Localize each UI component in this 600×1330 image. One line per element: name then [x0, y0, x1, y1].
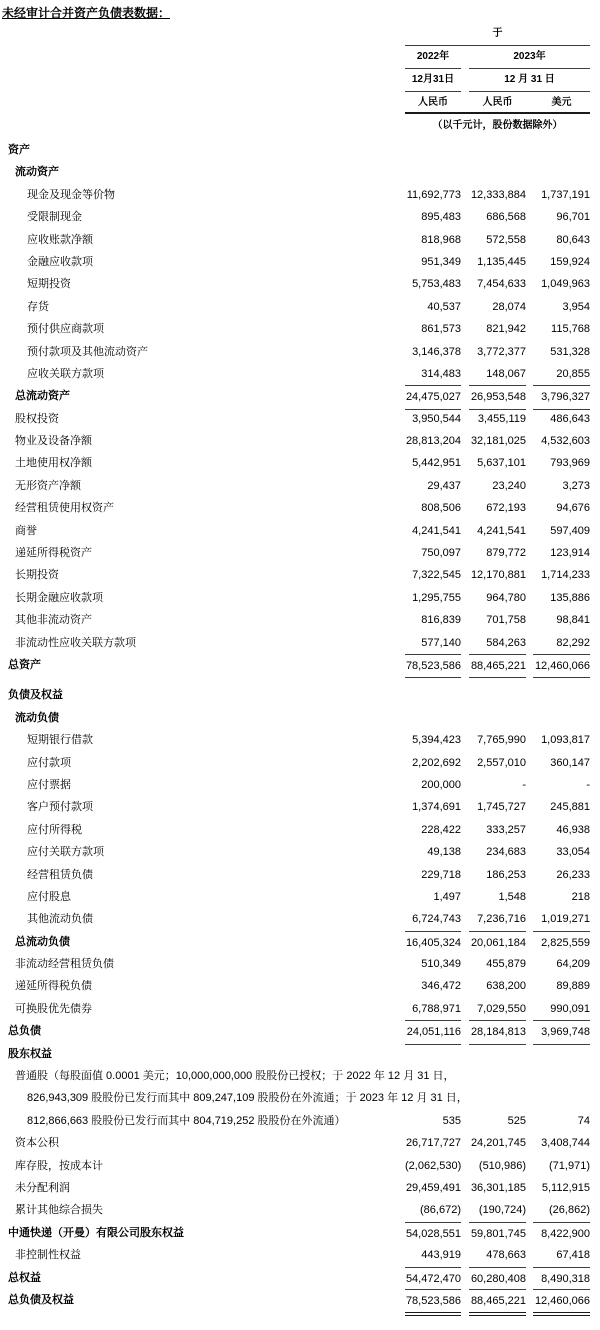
value-2023-rmb: 7,236,716 [477, 913, 526, 926]
row-label: 应付款项 [27, 756, 71, 769]
row-label: 总负债及权益 [8, 1293, 74, 1306]
value-2023-rmb: 2,557,010 [477, 756, 526, 769]
row-label: 应付股息 [27, 890, 71, 903]
value-2022-rmb: 24,051,116 [405, 1020, 461, 1044]
row-label: 总资产 [8, 658, 41, 671]
table-row [0, 184, 600, 206]
table-row [0, 273, 600, 295]
table-row [0, 609, 600, 631]
table-row [0, 161, 600, 183]
units-note: （以千元计，股份数据除外） [432, 120, 563, 131]
header-row-asof [0, 22, 600, 45]
value-2022-rmb: 24,475,027 [405, 385, 461, 409]
table-row [0, 1132, 600, 1154]
value-2023-usd [533, 139, 590, 161]
value-2023-usd: 8,422,900 [533, 1222, 590, 1245]
value-2023-rmb: 7,029,550 [477, 1002, 526, 1015]
value-2022-rmb: 535 [442, 1114, 461, 1127]
header-year-2022: 2022年 [405, 45, 461, 69]
row-label: 可换股优先债券 [15, 1002, 92, 1015]
table-row [0, 430, 600, 452]
value-2023-rmb: 1,548 [498, 890, 526, 903]
row-label: 累计其他综合损失 [15, 1204, 103, 1217]
table-row [0, 341, 600, 363]
value-2022-rmb: 49,138 [427, 846, 461, 859]
value-2023-usd: 3,796,327 [533, 385, 590, 409]
value-2023-usd: 123,914 [550, 547, 590, 560]
value-2023-usd: 3,408,744 [541, 1137, 590, 1150]
value-2022-rmb: 29,459,491 [405, 1181, 461, 1194]
value-2022-rmb: 6,788,971 [412, 1002, 461, 1015]
value-2023-rmb [469, 707, 526, 729]
value-2023-usd: 360,147 [550, 756, 590, 769]
table-row [0, 841, 600, 863]
value-2023-rmb: 821,942 [486, 323, 526, 336]
header-currency-rmb-2023: 人民币 [482, 97, 513, 108]
header-asof: 于 [405, 22, 590, 46]
row-label: 应收关联方款项 [27, 367, 104, 380]
table-row [0, 1087, 600, 1109]
value-2023-rmb: 59,801,745 [469, 1222, 526, 1245]
table-row [0, 1222, 600, 1244]
row-label: 经营租赁使用权资产 [15, 502, 114, 515]
table-row [0, 998, 600, 1020]
table-row [0, 931, 600, 953]
value-2023-rmb: 12,333,884 [470, 188, 526, 201]
header-year-2023: 2023年 [469, 45, 590, 69]
value-2022-rmb [405, 684, 461, 706]
value-2023-rmb: 455,879 [486, 958, 526, 971]
value-2023-usd: 135,886 [550, 591, 590, 604]
value-2023-rmb: 88,465,221 [469, 1289, 526, 1316]
value-2023-usd: (71,971) [549, 1159, 590, 1172]
table-row [0, 408, 600, 430]
value-2022-rmb: 28,813,204 [405, 435, 461, 448]
row-label: 资本公积 [15, 1137, 59, 1150]
row-label: 递延所得税负债 [15, 980, 92, 993]
table-row [0, 654, 600, 676]
row-label: 客户预付款项 [27, 801, 93, 814]
value-2022-rmb: 228,422 [421, 823, 461, 836]
value-2023-usd: 3,954 [562, 300, 590, 313]
value-2023-usd: 597,409 [550, 524, 590, 537]
row-label: 其他流动负债 [27, 913, 93, 926]
value-2022-rmb: (2,062,530) [405, 1159, 462, 1172]
value-2023-rmb [469, 1043, 526, 1065]
value-2023-usd: 12,460,066 [533, 1289, 590, 1316]
header-row-years [0, 45, 600, 68]
table-row [0, 774, 600, 796]
row-label: 总流动负债 [15, 935, 70, 948]
value-2023-usd: 990,091 [550, 1002, 590, 1015]
value-2023-rmb [469, 684, 526, 706]
value-2023-usd: 74 [577, 1114, 590, 1127]
value-2023-usd: 82,292 [556, 636, 590, 649]
value-2023-rmb: 7,454,633 [477, 278, 526, 291]
value-2022-rmb: 54,472,470 [405, 1267, 461, 1290]
table-row [0, 752, 600, 774]
table-row [0, 632, 600, 654]
value-2023-rmb: 234,683 [486, 846, 526, 859]
row-label: 总流动资产 [15, 390, 70, 403]
value-2023-rmb: 478,663 [486, 1249, 526, 1262]
value-2023-usd: 245,881 [550, 801, 590, 814]
value-2023-usd: 1,049,963 [541, 278, 590, 291]
header-currency-rmb-2022: 人民币 [418, 97, 448, 108]
row-label: 经营租赁负债 [27, 868, 93, 881]
row-label: 普通股（每股面值 0.0001 美元；10,000,000,000 股股份已授权；于 2022 年 12 月 31 日， [15, 1070, 455, 1083]
value-2023-rmb: 672,193 [486, 502, 526, 515]
row-label: 长期金融应收款项 [15, 591, 103, 604]
value-2023-rmb: 5,637,101 [477, 457, 526, 470]
table-row [0, 564, 600, 586]
table-row [0, 684, 600, 706]
value-2023-rmb: 3,455,119 [477, 412, 526, 425]
value-2023-rmb: 23,240 [492, 479, 526, 492]
row-label: 总权益 [8, 1271, 41, 1284]
value-2023-usd: 2,825,559 [533, 931, 590, 954]
table-row [0, 385, 600, 407]
table-row [0, 975, 600, 997]
value-2023-usd [533, 161, 590, 183]
value-2022-rmb: 54,028,551 [405, 1222, 461, 1245]
value-2022-rmb: 6,724,743 [412, 913, 461, 926]
row-label: 其他非流动资产 [15, 614, 92, 627]
value-2022-rmb: (86,672) [420, 1204, 461, 1217]
row-label: 应付票据 [27, 778, 71, 791]
row-label: 应付关联方款项 [27, 846, 104, 859]
value-2022-rmb: 951,349 [421, 255, 461, 268]
value-2023-rmb [469, 161, 526, 183]
table-row [0, 497, 600, 519]
value-2022-rmb [405, 1043, 461, 1065]
value-2022-rmb: 5,442,951 [412, 457, 461, 470]
table-row [0, 206, 600, 228]
value-2023-rmb: 686,568 [486, 211, 526, 224]
value-2023-rmb: 148,067 [486, 367, 526, 380]
value-2023-rmb: 32,181,025 [470, 435, 526, 448]
value-2023-usd: 8,490,318 [533, 1267, 590, 1290]
value-2023-usd: 80,643 [556, 233, 590, 246]
table-row [0, 542, 600, 564]
value-2023-usd [533, 684, 590, 706]
row-label: 递延所得税资产 [15, 547, 92, 560]
value-2023-usd: 26,233 [556, 868, 590, 881]
value-2023-usd: 3,273 [562, 479, 590, 492]
value-2023-usd: 1,714,233 [541, 569, 590, 582]
table-row [0, 908, 600, 930]
table-row [0, 139, 600, 161]
value-2022-rmb: 750,097 [421, 547, 461, 560]
page-title [2, 4, 600, 22]
table-row [0, 1289, 600, 1311]
value-2022-rmb: 5,394,423 [412, 734, 461, 747]
value-2023-usd: 20,855 [556, 367, 590, 380]
row-label: 受限制现金 [27, 211, 82, 224]
value-2022-rmb: 1,497 [433, 890, 461, 903]
row-label: 总负债 [8, 1025, 41, 1038]
table-row [0, 1155, 600, 1177]
table-row [0, 864, 600, 886]
value-2022-rmb: 2,202,692 [412, 756, 461, 769]
table-row [0, 229, 600, 251]
table-row [0, 1199, 600, 1221]
table-rows [0, 139, 600, 1311]
value-2023-usd: 159,924 [550, 255, 590, 268]
value-2023-usd: 89,889 [556, 980, 590, 993]
value-2022-rmb: 1,374,691 [412, 801, 461, 814]
value-2022-rmb: 78,523,586 [405, 654, 461, 678]
row-label: 非控制性权益 [15, 1249, 81, 1262]
value-2023-usd: 96,701 [556, 211, 590, 224]
value-2022-rmb: 229,718 [421, 868, 461, 881]
value-2023-usd: - [586, 778, 590, 791]
table-row [0, 1043, 600, 1065]
row-label: 现金及现金等价物 [27, 188, 115, 201]
value-2022-rmb: 40,537 [427, 300, 461, 313]
table-row [0, 587, 600, 609]
row-label: 应付所得税 [27, 823, 82, 836]
value-2023-rmb: 26,953,548 [469, 385, 526, 409]
value-2023-rmb: 28,074 [492, 300, 526, 313]
value-2023-rmb: 1,745,727 [477, 801, 526, 814]
value-2023-rmb: 60,280,408 [469, 1267, 526, 1290]
table-row [0, 1065, 600, 1087]
value-2023-rmb: 572,558 [486, 233, 526, 246]
value-2023-usd: 486,643 [550, 412, 590, 425]
table-row [0, 819, 600, 841]
value-2023-usd: 4,532,603 [541, 435, 590, 448]
row-label: 短期投资 [27, 278, 71, 291]
value-2023-usd: 12,460,066 [533, 654, 590, 678]
value-2022-rmb: 895,483 [421, 211, 461, 224]
value-2023-rmb: (190,724) [478, 1204, 526, 1217]
value-2023-usd: 531,328 [550, 345, 590, 358]
header-date-2022: 12月31日 [405, 68, 461, 92]
table-row [0, 1110, 600, 1132]
value-2023-rmb: 186,253 [486, 868, 526, 881]
value-2023-rmb: 4,241,541 [477, 524, 526, 537]
value-2022-rmb: 1,295,755 [412, 591, 461, 604]
value-2023-usd: 115,768 [551, 323, 590, 336]
value-2023-usd: (26,862) [549, 1204, 590, 1217]
row-label: 流动负债 [15, 711, 59, 724]
value-2022-rmb: 3,146,378 [412, 345, 461, 358]
header-row-currency [0, 91, 600, 114]
table-row [0, 1267, 600, 1289]
row-label: 土地使用权净额 [15, 457, 92, 470]
value-2022-rmb: 816,839 [421, 614, 461, 627]
value-2023-rmb: - [522, 778, 526, 791]
page-title-text: 未经审计合并资产负债表数据： [2, 6, 171, 20]
value-2023-rmb: 964,780 [486, 591, 526, 604]
table-row [0, 886, 600, 908]
row-label: 中通快递（开曼）有限公司股东权益 [8, 1226, 184, 1239]
value-2023-rmb: 28,184,813 [469, 1020, 526, 1044]
row-label: 负债及权益 [8, 689, 63, 702]
value-2023-usd: 94,676 [556, 502, 590, 515]
value-2022-rmb: 818,968 [421, 233, 461, 246]
header-currency-usd: 美元 [551, 97, 572, 108]
value-2022-rmb: 16,405,324 [405, 931, 461, 954]
row-label: 股东权益 [8, 1047, 52, 1060]
row-label: 非流动性应收关联方款项 [15, 636, 136, 649]
value-2023-rmb: 584,263 [486, 636, 526, 649]
balance-sheet-page [0, 4, 600, 1330]
value-2022-rmb: 443,919 [421, 1249, 461, 1262]
table-row [0, 318, 600, 340]
value-2023-rmb: 879,772 [486, 547, 526, 560]
value-2023-usd: 67,418 [556, 1249, 590, 1262]
value-2022-rmb: 808,506 [421, 502, 461, 515]
table-row [0, 452, 600, 474]
value-2023-rmb: 701,758 [486, 614, 526, 627]
row-label: 库存股，按成本计 [15, 1159, 103, 1172]
value-2022-rmb: 26,717,727 [405, 1137, 461, 1150]
row-label: 预付供应商款项 [27, 323, 104, 336]
table-row [0, 953, 600, 975]
row-label: 存货 [27, 300, 49, 313]
row-label: 非流动经营租赁负债 [15, 958, 114, 971]
value-2023-usd: 5,112,915 [541, 1181, 590, 1194]
table-row [0, 707, 600, 729]
value-2023-rmb: 36,301,185 [470, 1181, 526, 1194]
table-row [0, 251, 600, 273]
value-2023-rmb: 12,170,881 [470, 569, 526, 582]
header-date-2023: 12 月 31 日 [469, 68, 590, 92]
table-row [0, 520, 600, 542]
value-2022-rmb: 78,523,586 [405, 1289, 461, 1316]
row-label: 无形资产净额 [15, 479, 81, 492]
row-label: 未分配利润 [15, 1181, 70, 1194]
table-row [0, 796, 600, 818]
value-2022-rmb: 577,140 [421, 636, 461, 649]
value-2023-rmb: 1,135,445 [477, 255, 526, 268]
value-2022-rmb: 5,753,483 [412, 278, 461, 291]
row-label: 商誉 [15, 524, 37, 537]
value-2022-rmb: 4,241,541 [412, 524, 461, 537]
value-2023-rmb: 7,765,990 [477, 734, 526, 747]
value-2023-usd: 1,019,271 [541, 913, 590, 926]
value-2023-usd: 3,969,748 [533, 1020, 590, 1044]
table-row [0, 363, 600, 385]
table-row [0, 1177, 600, 1199]
value-2023-rmb: 20,061,184 [469, 931, 526, 954]
value-2023-usd: 793,969 [550, 457, 590, 470]
value-2022-rmb: 861,573 [421, 323, 461, 336]
row-label: 股权投资 [15, 412, 59, 425]
table-row [0, 1020, 600, 1042]
row-label: 预付款项及其他流动资产 [27, 345, 148, 358]
value-2023-rmb: 638,200 [486, 980, 526, 993]
value-2023-rmb: 3,772,377 [477, 345, 526, 358]
row-label: 金融应收款项 [27, 255, 93, 268]
value-2022-rmb: 200,000 [421, 778, 461, 791]
value-2022-rmb: 11,692,773 [406, 188, 461, 201]
value-2023-rmb: (510,986) [478, 1159, 526, 1172]
value-2023-usd: 1,737,191 [541, 188, 590, 201]
row-label: 物业及设备净额 [15, 435, 92, 448]
row-label: 826,943,309 股股份已发行而其中 809,247,109 股股份在外流通；于 2023 年 12 月 31 日， [27, 1092, 468, 1105]
value-2023-usd [533, 1043, 590, 1065]
row-label: 812,866,663 股股份已发行而其中 804,719,252 股股份在外流通） [27, 1114, 346, 1127]
row-label: 流动资产 [15, 166, 59, 179]
row-label: 资产 [8, 144, 30, 156]
header-row-note [0, 114, 600, 137]
value-2023-rmb: 525 [507, 1114, 526, 1127]
value-2022-rmb [405, 707, 461, 729]
table-row [0, 1244, 600, 1266]
value-2022-rmb [405, 161, 461, 183]
value-2022-rmb: 3,950,544 [412, 412, 461, 425]
value-2023-usd: 98,841 [556, 614, 590, 627]
row-label: 长期投资 [15, 569, 59, 582]
table-row [0, 729, 600, 751]
value-2023-usd: 218 [571, 890, 590, 903]
value-2022-rmb: 314,483 [421, 367, 461, 380]
value-2023-usd: 1,093,817 [541, 734, 590, 747]
value-2022-rmb: 29,437 [427, 479, 461, 492]
table-row [0, 296, 600, 318]
value-2022-rmb: 7,322,545 [412, 569, 461, 582]
value-2022-rmb: 510,349 [421, 958, 461, 971]
value-2023-usd: 46,938 [556, 823, 590, 836]
value-2022-rmb: 346,472 [421, 980, 461, 993]
value-2023-rmb [469, 139, 526, 161]
value-2023-usd [533, 707, 590, 729]
value-2023-usd: 64,209 [556, 958, 590, 971]
value-2023-rmb: 333,257 [486, 823, 526, 836]
header-row-dates [0, 68, 600, 91]
row-label: 短期银行借款 [27, 734, 93, 747]
value-2023-rmb: 88,465,221 [469, 654, 526, 678]
table-row [0, 475, 600, 497]
value-2022-rmb [405, 139, 461, 161]
value-2023-rmb: 24,201,745 [470, 1137, 526, 1150]
row-label: 应收账款净额 [27, 233, 93, 246]
value-2023-usd: 33,054 [556, 846, 590, 859]
